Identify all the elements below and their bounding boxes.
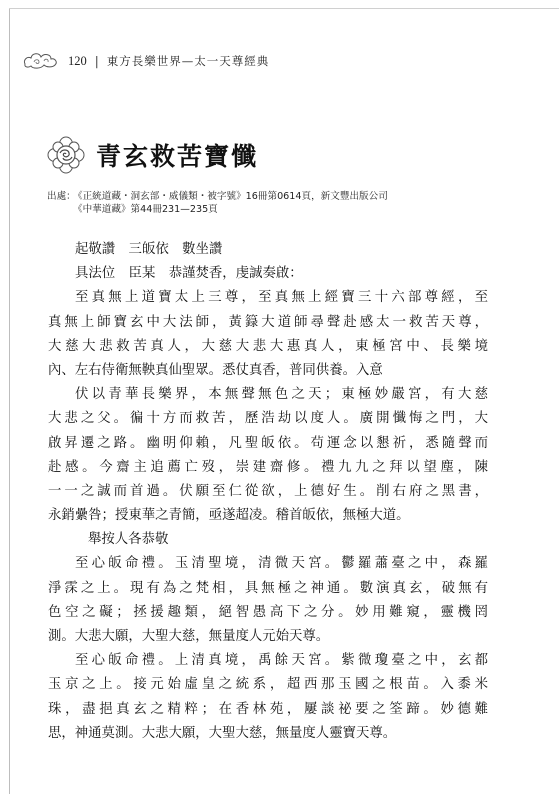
text-line: 淨霂之上。現有為之梵相，具無極之神通。數演真玄，破無有 — [48, 580, 488, 596]
source-citation — [47, 190, 388, 216]
text-line: 玉京之上。接元始虛皇之統系，超西那玉國之根苗。入黍米 — [48, 677, 488, 693]
text-line: 大慈大悲救苦真人，大慈大悲大惠真人，東極宮中、長樂境 — [48, 338, 488, 354]
text-line: 色空之礙；拯援趣類，絕智愚高下之分。妙用難窺，靈機罔 — [48, 604, 488, 620]
text-line: 真無上師寶玄中大法師，黃籙大道師尋聲赴感太一救苦天尊， — [48, 314, 488, 330]
text-line: 永銷纍咎；授東華之青簡，亟遂超凌。稽首皈依，無極大道。 — [48, 508, 410, 524]
text-line: 測。大悲大願，大聖大慈，無量度人元始天尊。 — [48, 629, 330, 644]
text-line: 內、左右侍衛無鞅真仙聖眾。悉仗真香，普同供養。入意 — [48, 362, 383, 378]
title-block — [46, 135, 258, 175]
chapter-title: 青玄救苦寶懺 — [96, 142, 259, 171]
text-line: 舉按人各恭敬 — [88, 532, 169, 548]
cloud-ornament-icon — [22, 50, 60, 72]
text-line: 思，神通莫測。大悲大願，大聖大慈，無量度人靈寶天尊。 — [48, 725, 397, 741]
source-row-2 — [47, 203, 388, 216]
text-line: 一一之誠而首過。伏願至仁從欲，上德好生。削右府之黑書， — [48, 483, 488, 499]
text-line: 具法位 臣某 恭謹焚香，虔誠奏啟： — [75, 266, 303, 282]
book-title: 東方長樂世界—太一天尊經典 — [106, 54, 270, 68]
source-row-1 — [47, 190, 388, 203]
text-line: 大悲之父。徧十方而救苦，歷浩劫以度人。廣開懺悔之門，大 — [48, 411, 488, 427]
source-label: 出處： — [47, 191, 76, 202]
text-line: 赴感。今齋主追薦亡歿，崇建齋修。禮九九之拜以望塵，陳 — [48, 459, 488, 475]
text-line: 伏以青華長樂界，本無聲無色之天；東極妙嚴宮，有大慈 — [75, 387, 488, 403]
flower-ornament-icon — [46, 135, 86, 175]
text-line: 至心皈命禮。玉清聖境，清微天宮。鬱羅蕭臺之中，森羅 — [75, 556, 488, 572]
text-line: 至真無上道寶太上三尊，至真無上經寶三十六部尊經，至 — [75, 290, 488, 306]
running-header — [22, 50, 269, 72]
body-text — [48, 238, 488, 746]
header-separator: | — [94, 54, 99, 68]
page-border-top — [9, 8, 559, 9]
page-border-left — [9, 8, 10, 794]
text-line: 啟昇遷之路。幽明仰賴，凡聖皈依。茍運念以懇祈，悉隨聲而 — [48, 435, 488, 451]
text-line: 珠，盡挹真玄之精粹；在香林苑，屢談祕要之筌蹄。妙德難 — [48, 701, 488, 717]
source-line-1: 《正統道藏・洞玄部・威儀類・被字號》16冊第0614頁，新文豐出版公司 — [73, 191, 388, 202]
source-line-2: 《中華道藏》第44冊231—235頁 — [73, 204, 218, 215]
text-line: 至心皈命禮。上清真境，禹餘天宮。紫微瓊臺之中，玄都 — [75, 653, 488, 669]
page-number: 120 — [68, 53, 87, 68]
text-line: 起敬讚 三皈依 數坐讚 — [75, 242, 223, 257]
